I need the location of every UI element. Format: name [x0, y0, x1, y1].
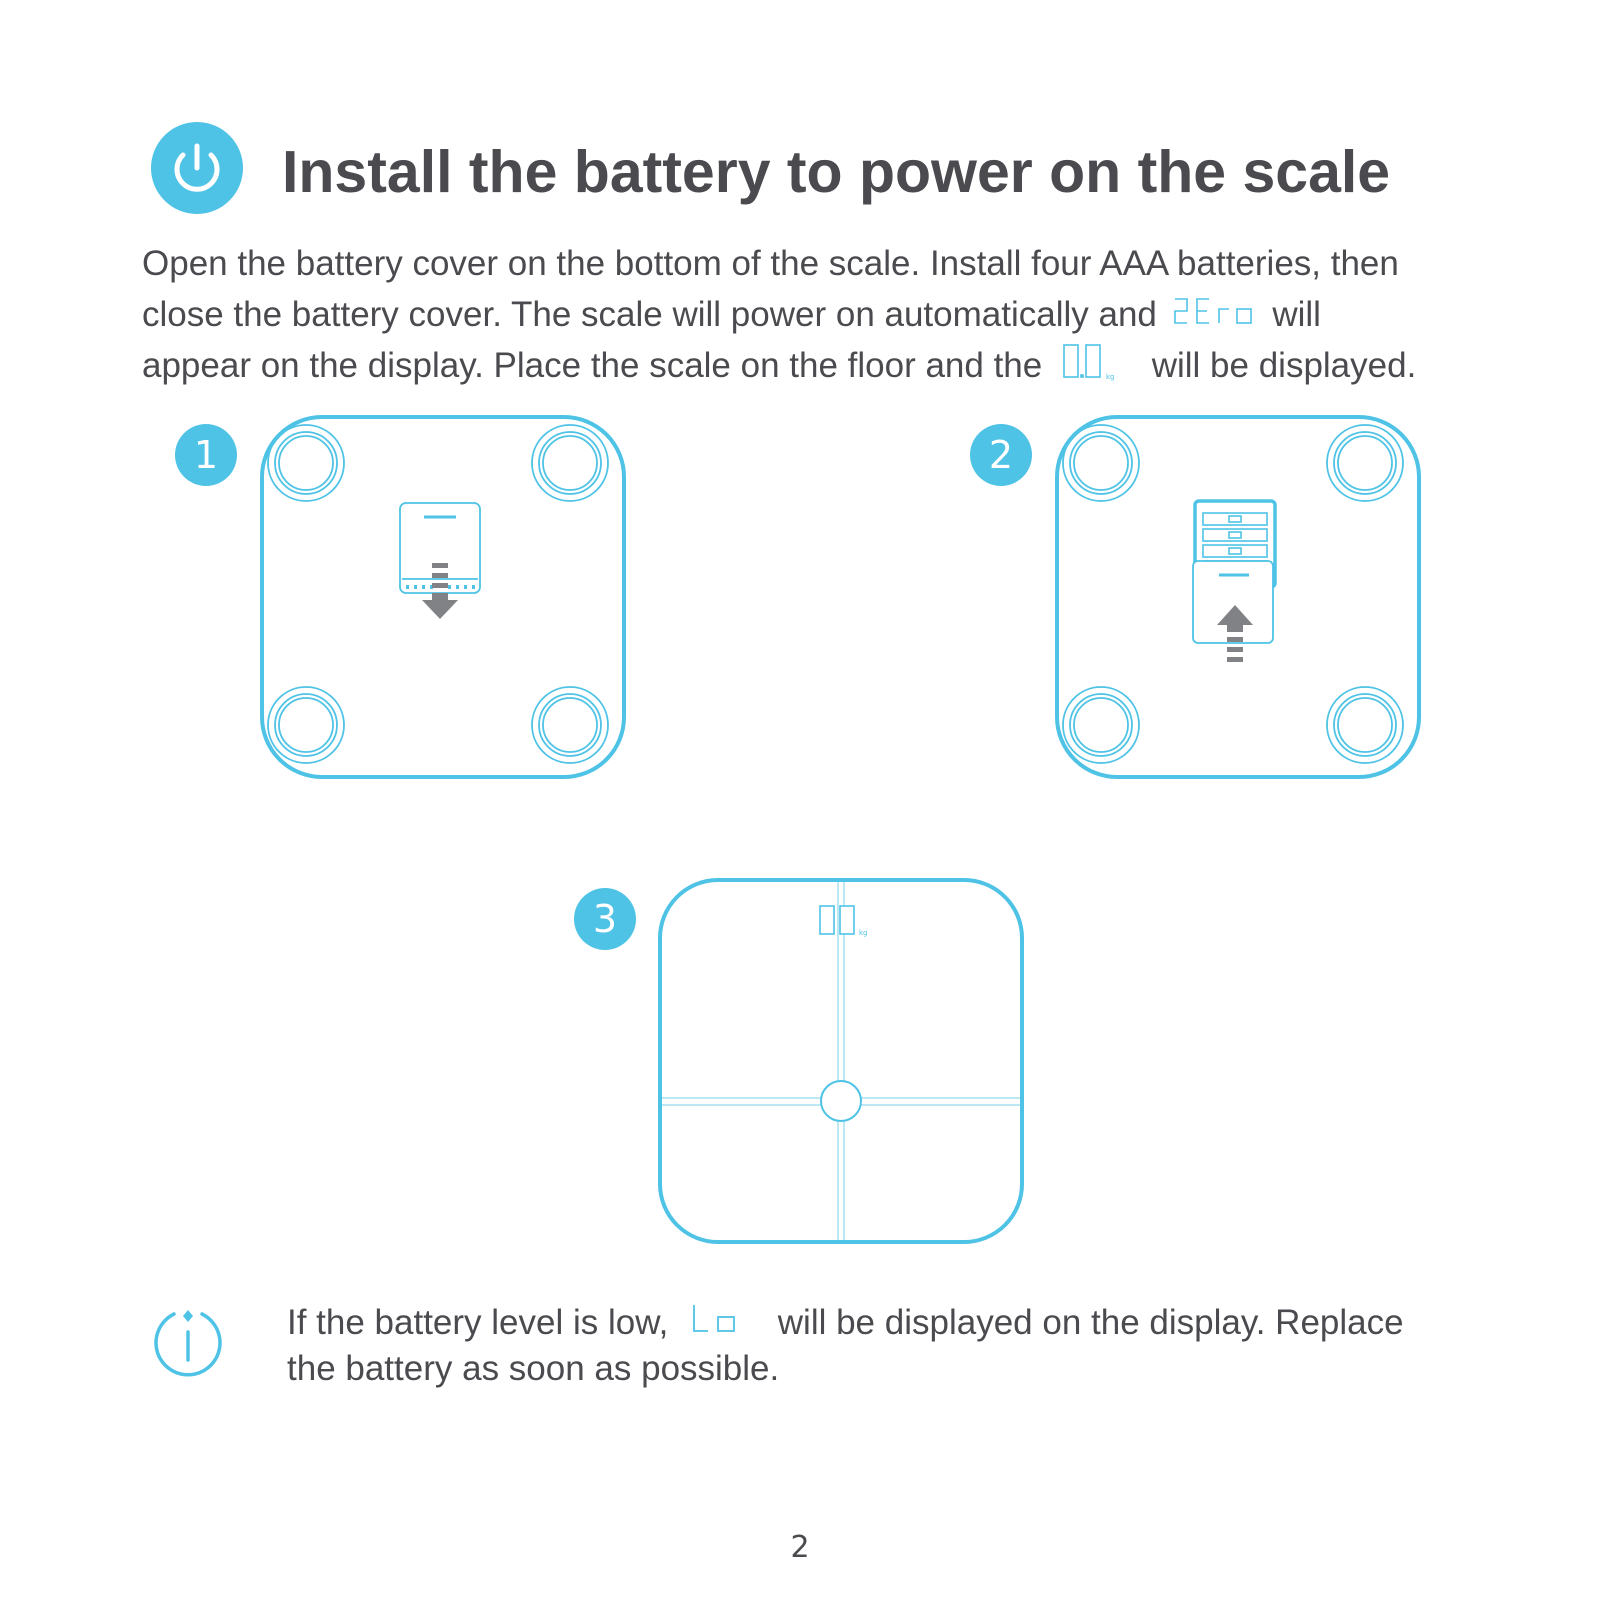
step-1-badge: 1	[175, 424, 237, 486]
low-battery-note	[287, 1300, 1447, 1392]
note-line-1	[287, 1300, 1447, 1346]
scale-bottom-cover-open-illustration	[258, 413, 638, 789]
intro-line-2-end: will	[1272, 295, 1321, 334]
svg-text:kg: kg	[859, 929, 868, 937]
intro-line-3	[142, 340, 1472, 391]
intro-line-1: Open the battery cover on the bottom of the scale. Install four AAA batteries, then	[142, 244, 1399, 283]
weight-lcd-icon	[1052, 341, 1142, 387]
scale-bottom-batteries-installed-illustration	[1053, 413, 1433, 789]
step-2-badge: 2	[970, 424, 1032, 486]
intro-line-2	[142, 289, 1472, 340]
step-3-badge: 3	[574, 888, 636, 950]
page-number: 2	[790, 1530, 810, 1565]
intro-line-3-end: will be displayed.	[1151, 346, 1417, 385]
page-title: Install the battery to power on the scale	[282, 139, 1391, 205]
power-icon	[151, 122, 243, 214]
zero-lcd-icon	[1167, 293, 1263, 333]
note-line-2: the battery as soon as possible.	[287, 1349, 780, 1388]
low-lcd-icon	[678, 1301, 768, 1341]
info-icon	[152, 1306, 224, 1378]
note-line-1-end: will be displayed on the display. Replace	[777, 1303, 1404, 1342]
intro-line-3-text: appear on the display. Place the scale on the floor and the	[142, 346, 1043, 385]
intro-paragraph	[142, 238, 1472, 391]
scale-top-display-illustration	[656, 876, 1032, 1252]
svg-text:kg: kg	[1105, 372, 1115, 381]
note-line-1-text: If the battery level is low,	[287, 1303, 669, 1342]
intro-line-2-text: close the battery cover. The scale will power on automatically and	[142, 295, 1157, 334]
